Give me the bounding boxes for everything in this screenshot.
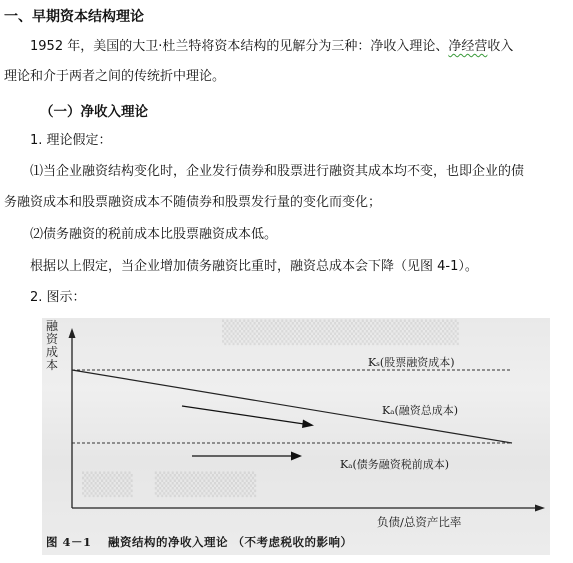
figure-scan <box>42 318 550 555</box>
kd-label: Kₐ(债务融资税前成本) <box>340 458 450 471</box>
bleed-through-texture-2: ▒▒▒ ▒▒▒▒▒▒ <box>82 472 257 498</box>
spellcheck-underlined-word: 净经营 <box>448 39 488 54</box>
trend-arrow-2-head <box>291 452 302 461</box>
assumption-2: ⑵债务融资的税前成本比股票融资成本低。 <box>30 227 278 242</box>
list-item-figure: 2. 图示： <box>30 290 86 305</box>
conclusion-paragraph: 根据以上假定，当企业增加债务融资比重时，融资总成本会下降（见图 4-1）。 <box>30 259 478 274</box>
paragraph-intro-text: 1952 年，美国的大卫·杜兰特将资本结构的见解分为三种：净收入理论、 <box>30 39 449 54</box>
y-axis-arrow <box>69 328 76 338</box>
ks-label: Kₛ(股票融资成本) <box>368 356 455 369</box>
y-axis-label: 融资成本 <box>46 319 59 372</box>
bleed-through-texture: ▒▒▒▒▒▒▒▒▒▒▒▒▒▒ <box>222 320 459 346</box>
figure-caption: 图 4－1 融资结构的净收入理论 （不考虑税收的影响） <box>46 535 353 549</box>
paragraph-intro <box>30 38 513 56</box>
trend-arrow-1 <box>182 406 304 424</box>
figure-plot <box>42 318 550 555</box>
section-heading: 一、早期资本结构理论 <box>4 9 144 25</box>
x-axis-arrow <box>535 505 545 512</box>
assumption-1-line1: ⑴当企业融资结构变化时，企业发行债券和股票进行融资其成本均不变，也即企业的债 <box>30 164 525 179</box>
list-item-assumptions: 1. 理论假定： <box>30 133 112 148</box>
subsection-heading: （一）净收入理论 <box>40 104 148 120</box>
kw-label: Kₐ(融资总成本) <box>382 404 459 417</box>
x-axis-label: 负债/总资产比率 <box>377 515 462 529</box>
assumption-1-line2: 务融资成本和股票融资成本不随债券和股票发行量的变化而变化； <box>4 195 382 210</box>
trend-arrow-1-head <box>302 420 314 429</box>
paragraph-intro-line2: 理论和介于两者之间的传统折中理论。 <box>4 69 226 84</box>
paragraph-intro-tail: 收入 <box>487 39 514 54</box>
